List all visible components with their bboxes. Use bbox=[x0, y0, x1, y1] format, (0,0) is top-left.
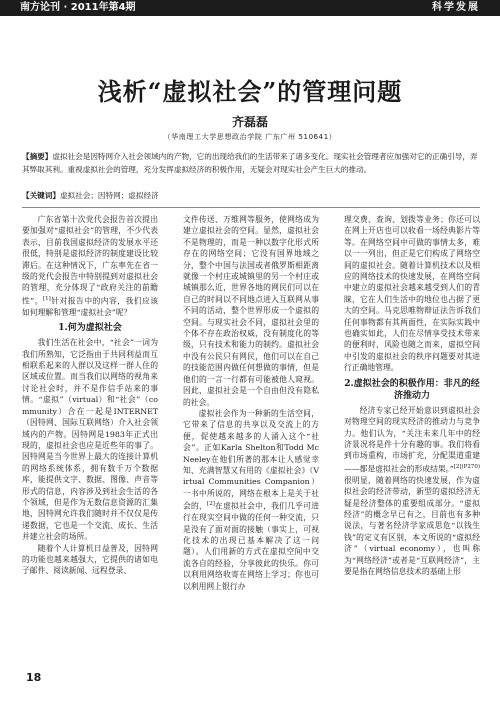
paragraph-text: 虚拟社会作为一种新的生活空间，它带来了信息的共享以及交流上的方便，促使越来越多的人涌入这个“社会”。正如Karla Shelton和Todd McNeeley在他们所著的那本让人感觉幸知、充满智慧又有用的《虚拟社会》（Virtual Communities Companion）一书中所说的，网络在根本上是关于社会的， bbox=[183, 408, 319, 511]
abstract bbox=[22, 151, 480, 176]
section-heading: 2.虚拟社会的积极作用：非凡的经济推动力 bbox=[344, 378, 480, 401]
paragraph bbox=[344, 405, 480, 578]
journal-name: 南方论刊 · 2011年第4期 bbox=[20, 2, 136, 13]
paragraph bbox=[183, 408, 319, 592]
paragraph-text: 经济专家已经开始意识到虚拟社会对物理空间的现实经济的推动力与竞争力。他们认为，“关注未来几年中的经济景况将是件十分有趣的事。我们将看到市场重构，市场扩充，分配渠道重建——都是虚拟社会的形成结果。” bbox=[344, 405, 480, 474]
section-name: 科学发展 bbox=[432, 2, 480, 13]
paragraph-text: 在虚拟社会中，我们几乎可进行在现实空间中做的任何一种交流，只是没有了面对面的接触（事实上，可视化技术的出现已基本解决了这一问题）。人们用新的方式在虚拟空间中交流各自的经验，分享彼此的快乐。你可以利用网络收寄在网络上学习；你也可以利用网上银行办 bbox=[183, 501, 320, 591]
column-2 bbox=[183, 214, 319, 592]
section-heading: 1.何为虚拟社会 bbox=[58, 323, 122, 334]
paragraph-text: 广东省第十次党代会报告首次提出要加强对“虚拟社会”的管理，不少代表表示，目前我国虚拟经济的发展水平还很低，特别是虚拟经济的制度建设比较滞后。在这种情况下，广东率先在省一级的党代会报告中特别提到对虚拟社会的管理，充分体现了“政府关注的前瞻性”。 bbox=[22, 215, 158, 306]
paragraph-text: 很明显，随着网络的快速发展，作为虚拟社会的经济带动，新型的虚拟经济无疑是经济整体的重要组成部分。“虚拟经济”的概念早已有之，目前也有多种说法，与著名经济学家成思危“以钱生钱”的定义有区别，本文所说的“虚拟经济”（virtual economy），也叫称为“网络经济”或者是“互联网经济”，主要是指在网络信息技术的基础上形 bbox=[344, 475, 480, 576]
citation-ref: [2] bbox=[207, 501, 215, 508]
keywords bbox=[22, 190, 480, 201]
paragraph bbox=[22, 214, 158, 318]
paragraph-text: 针对报告中的内容，我们应该如何理解和管理“虚拟社会”呢？ bbox=[22, 296, 158, 317]
divider bbox=[22, 207, 480, 208]
article-author: 齐磊磊 bbox=[231, 115, 268, 129]
article-affiliation: （华南理工大学思想政治学院 广东广州 510641） bbox=[163, 133, 337, 141]
citation-ref: [2](P270) bbox=[453, 463, 480, 470]
page-number: 18 bbox=[26, 671, 42, 684]
abstract-text: 虚拟社会是因特网介入社会领域内的产物，它的出现给我们的生活带来了诸多变化。现实社会管理者应加强对它的正确引导，弄其弊取其利。重视虚拟社会的管理，充分发挥虚拟经济的积极作用，无疑会对现实社会产生巨大的推动。 bbox=[22, 152, 478, 174]
article-title: 浅析“虚拟社会”的管理问题 bbox=[97, 77, 403, 106]
keywords-label: 【关键词】 bbox=[22, 191, 60, 200]
column-1 bbox=[22, 214, 158, 577]
keywords-text: 虚拟社会；因特网；虚拟经济 bbox=[59, 191, 159, 200]
journal-header bbox=[0, 0, 500, 16]
paragraph: 随着个人计算机日益普及，因特网的功能也越来越强大，它提供的诸如电子邮件、阅读新闻、远程登录、 bbox=[22, 543, 158, 576]
paragraph: 我们生活在社会中，“社会”一词为我们所熟知，它泛指由于共同利益而互相联系起来的人群以及这样一群人住的区域或位置。而当我们以网络的视角来讨论社会时，并不是作信手站来的事情。“虚拟”（virtual）和“社会”（community）合在一起是INTERNET（因特网、国际互联网络）介入社会领域内的产物。因特网是1983年正式出现的，虚拟社会也应是近些年的事了。因特网是当今世界上最大的连接计算机的网络系统体系，拥有数千万个数据库，能提供文字、数据、图像、声音等形式的信息，内容涉及到社会生活的各个领域，但是作为无数信息资源的汇集地，因特网允许我们随时并不仅仅是传递数据，它也是一个交流、成长、生活并建立社会的场所。 bbox=[22, 338, 158, 542]
citation-ref: [1] bbox=[42, 295, 51, 302]
paragraph: 文件传送、万维网等服务，使网络成为建立虚拟社会的空间。显然，虚拟社会不是物理的，而是一种以数字化形式所存在的网络空间；它没有国界地域之分，整个中国与法国或者俄罗斯相距离就像一个村庄或城镇里的另一个村庄或城镇那么近，世界各地的网民们可以在自己的时间以不同地点进入互联网从事不同的活动，整个世界形成一个虚拟的空间。与现实社会不同，虚拟社会里的个体不存在政治权威，没有制度化的等级，只有技术和能力的制约。虚拟社会中没有公民只有网民，他们可以在自己的技能范围内做任何想做的事情，但是他们的一言一行都有可能被他人窥视。因此，虚拟社会是一个自由但没有隐私的社会。 bbox=[183, 215, 319, 407]
abstract-label: 【摘要】 bbox=[22, 152, 53, 161]
column-3 bbox=[344, 214, 480, 577]
paragraph: 理交费、查询、划拨等业务；你还可以在网上开店也可以收看一场经典影片等等。在网络空间中可做的事情太多，难以一一列出，但正是它们构成了网络空间的虚拟社会。随着计算机技术以及相应的网络技术的快速发展，在网络空间中建立的虚拟社会越来越受到人们的青睐，它在人们生活中的地位也占据了更大的空间。马克思唯物辩证法告诉我们任何事物都有其两面性，在实际实践中也确实如此，人们在尽情享受技术带来的便利时，风险也随之而来，虚拟空间中引发的虚拟社会的秩序问题要对其进行正确地管理。 bbox=[344, 215, 480, 373]
